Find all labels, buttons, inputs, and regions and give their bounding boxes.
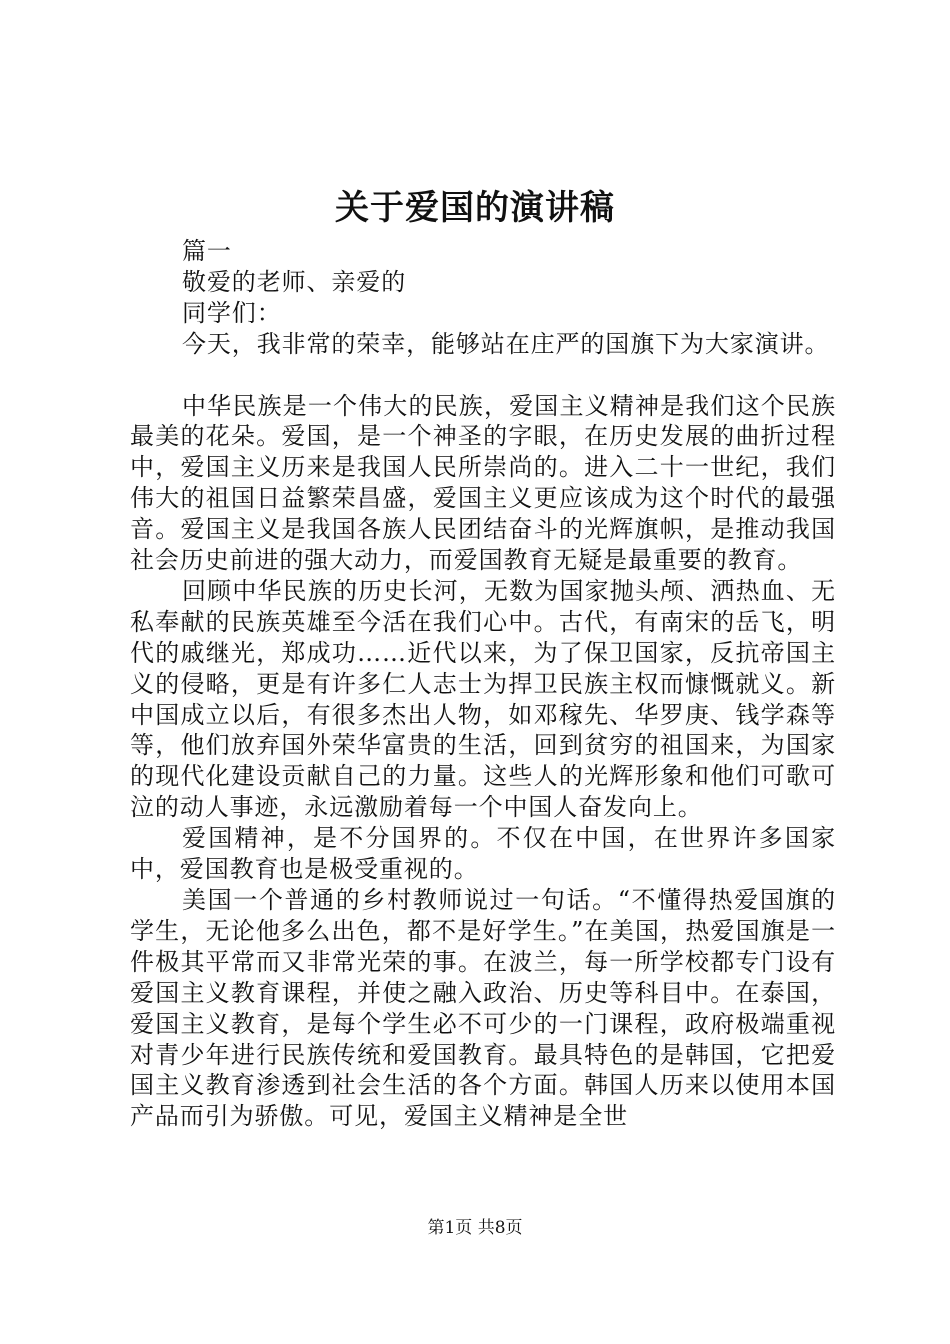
paragraph: 爱国精神，是不分国界的。不仅在中国，在世界许多国家中，爱国教育也是极受重视的。 [130, 824, 836, 884]
document-title: 关于爱国的演讲稿 [335, 188, 615, 228]
paragraph-gap [130, 360, 836, 391]
section-label: 篇一 [182, 237, 232, 265]
paragraph: 回顾中华民族的历史长河，无数为国家抛头颅、洒热血、无私奉献的民族英雄至今活在我们心中。古代，有南宋的岳飞，明代的戚继光，郑成功……近代以来，为了保卫国家，反抗帝国主义的侵略，更是有许多仁人志士为捍卫民族主权而慷慨就义。新中国成立以后，有很多杰出人物，如邓稼先、华罗庚、钱学森等等，他们放弃国外荣华富贵的生活，回到贫穷的祖国来，为国家的现代化建设贡献自己的力量。这些人的光辉形象和他们可歌可泣的动人事迹，永远激励着每一个中国人奋发向上。 [130, 576, 836, 822]
paragraph: 美国一个普通的乡村教师说过一句话。“不懂得热爱国旗的学生，无论他多么出色，都不是好学生。”在美国，热爱国旗是一件极其平常而又非常光荣的事。在波兰，每一所学校都专门设有爱国主义教育课程，并使之融入政治、历史等科目中。在泰国，爱国主义教育，是每个学生必不可少的一门课程，政府极端重视对青少年进行民族传统和爱国教育。最具特色的是韩国，它把爱国主义教育渗透到社会生活的各个方面。韩国人历来以使用本国产品而引为骄傲。可见，爱国主义精神是全世 [130, 886, 836, 1131]
salutation-line-2: 同学们： [182, 298, 282, 327]
salutation-line-1: 敬爱的老师、亲爱的 [182, 267, 407, 296]
page-footer: 第1页 共8页 [427, 1218, 523, 1238]
opening-line: 今天，我非常的荣幸，能够站在庄严的国旗下为大家演讲。 [182, 329, 830, 358]
document-body [130, 236, 836, 1132]
paragraph: 中华民族是一个伟大的民族，爱国主义精神是我们这个民族最美的花朵。爱国，是一个神圣的字眼，在历史发展的曲折过程中，爱国主义历来是我国人民所崇尚的。进入二十一世纪，我们伟大的祖国日益繁荣昌盛，爱国主义更应该成为这个时代的最强音。爱国主义是我国各族人民团结奋斗的光辉旗帜，是推动我国社会历史前进的强大动力，而爱国教育无疑是最重要的教育。 [130, 391, 836, 575]
